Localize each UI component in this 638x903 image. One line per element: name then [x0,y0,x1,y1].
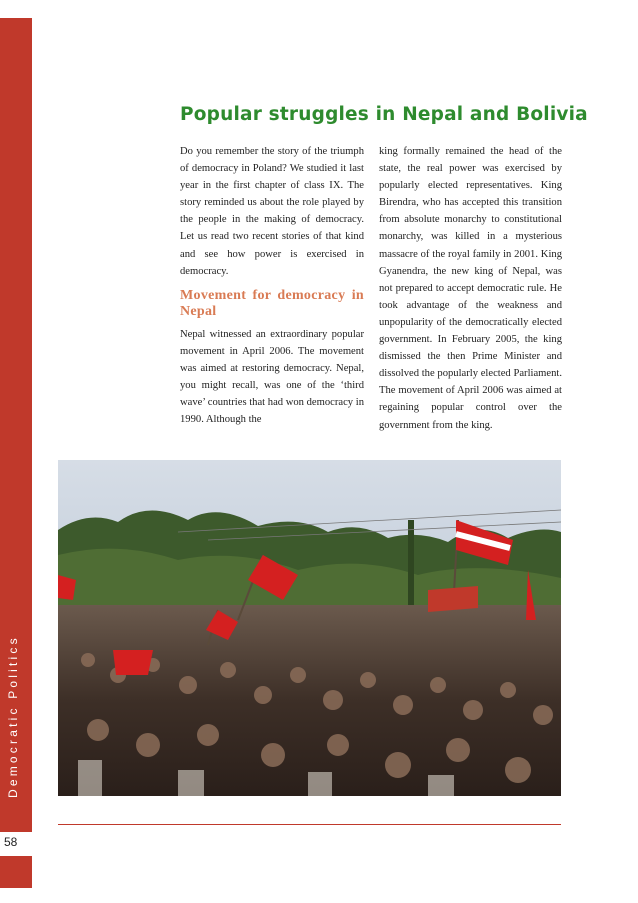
book-title-label: Democratic Politics [6,635,20,798]
section-subheading: Movement for democracy in Nepal [180,287,364,319]
crowd-photo-illustration [58,460,561,796]
left-column [180,143,364,428]
footer-rule [58,824,561,825]
crowd-rally-photo [58,460,561,796]
nepal-paragraph-part1: Nepal witnessed an extraordinary popular movement in April 2006. The movement was aimed at restoring democracy. Nepal, you might recall, was one of the ‘third wave’ countries that had won democracy in 1990. Although the [180,328,364,426]
page-number: 58 [4,835,18,849]
side-bar [0,18,32,888]
page-title: Popular struggles in Nepal and Bolivia [180,104,588,125]
right-column [379,143,562,434]
page-number-box [0,832,38,856]
intro-paragraph: Do you remember the story of the triumph of democracy in Poland? We studied it last year in the first chapter of class IX. The story reminded us about the role played by the people in the making of democracy. Let us read two recent stories of that kind and see how power is exercised in democracy. [180,146,364,277]
nepal-paragraph-part2: king formally remained the head of the state, the real power was exercised by popularly elected representatives. King Birendra, who has accepted this transition from absolute monarchy to constitutional monarchy, was killed in a mysterious massacre of the royal family in 2001. King Gyanendra, the new king of Nepal, was not prepared to accept democratic rule. He took advantage of the weakness and unpopularity of the democratically elected government. In February 2005, the king dismissed the then Prime Minister and dissolved the popularly elected Parliament. The movement of April 2006 was aimed at regaining popular control over the government from the king. [379,146,562,431]
